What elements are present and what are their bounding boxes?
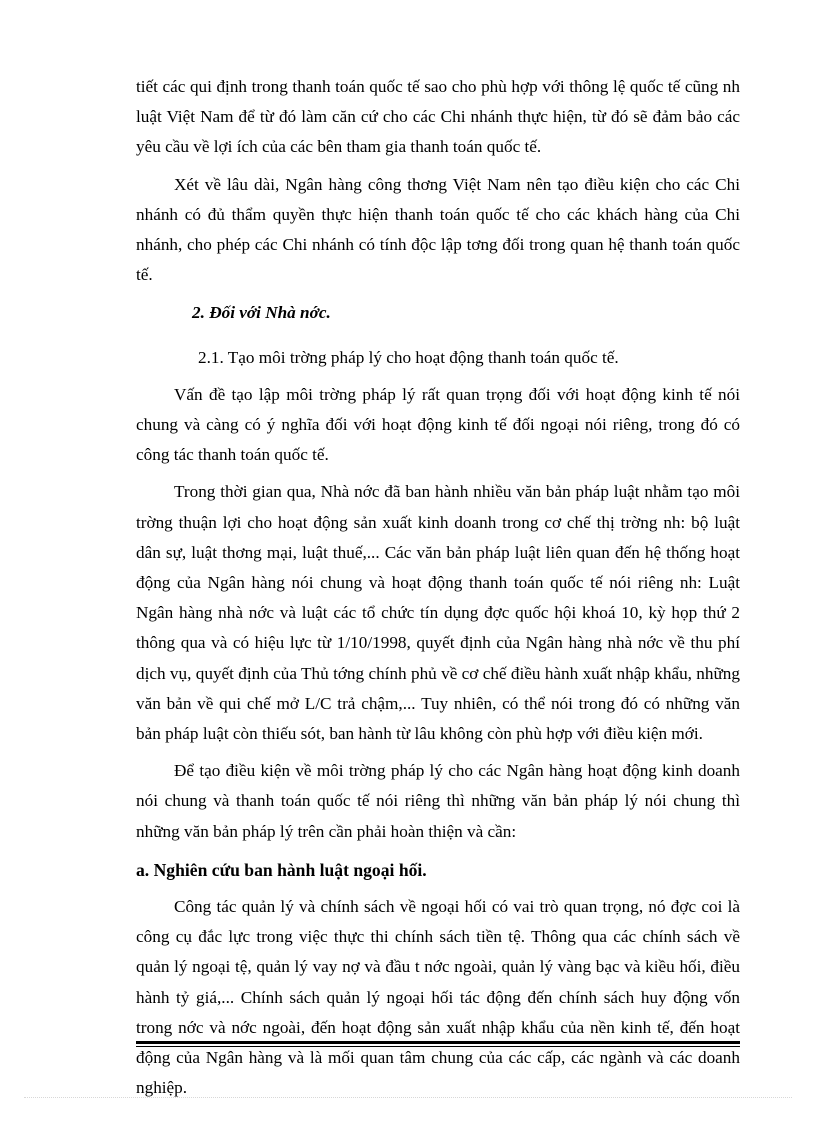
paragraph-long-term: Xét về lâu dài, Ngân hàng công thơng Việt Nam nên tạo điều kiện cho các Chi nhánh có đủ thẩm quyền thực hiện thanh toán quốc tế cho các khách hàng của Chi nhánh, cho phép các Chi nhánh có tính độc lập tơng đối trong quan hệ thanh toán quốc tế. bbox=[136, 174, 740, 285]
paragraph-foreign-exchange-policy: Công tác quản lý và chính sách về ngoại hối có vai trò quan trọng, nó đợc coi là công cụ đắc lực trong việc thực thi chính sách tiền tệ. Thông qua các chính sách về quản lý ngoại tệ, quản lý vay nợ và đầu t nớc ngoài, quản lý vàng bạc và kiều hối, điều hành tỷ giá,... Chính sách quản lý ngoại hối tác động đến chính sách huy động vốn trong nớc và nớc ngoài, đến hoạt động sản xuất nhập khẩu của nền kinh tế, đến hoạt động của Ngân hàng và là mối quan tâm chung của các cấp, các ngành và các doanh nghiệp. bbox=[136, 897, 740, 1098]
subsection-heading-legal-environment: 2.1. Tạo môi trờng pháp lý cho hoạt động thanh toán quốc tế. bbox=[198, 347, 619, 367]
document-page bbox=[136, 72, 740, 1104]
heading-foreign-exchange-law: a. Nghiên cứu ban hành luật ngoại hối. bbox=[136, 859, 427, 880]
page-bottom-dotted-line bbox=[24, 1097, 792, 1098]
footer-rule-thick bbox=[136, 1041, 740, 1044]
footer-rule-thin bbox=[136, 1046, 740, 1047]
paragraph-legal-importance: Vấn đề tạo lập môi trờng pháp lý rất quan trọng đối với hoạt động kinh tế nói chung và càng có ý nghĩa đối với hoạt động kinh tế đối ngoại nói riêng, trong đó có công tác thanh toán quốc tế. bbox=[136, 384, 740, 465]
section-heading-state: 2. Đối với Nhà nớc. bbox=[192, 303, 331, 323]
paragraph-conditions: Để tạo điều kiện về môi trờng pháp lý cho các Ngân hàng hoạt động kinh doanh nói chung và thanh toán quốc tế nói riêng thì những văn bản pháp lý nói chung thì những văn bản pháp lý trên cần phải hoàn thiện và cần: bbox=[136, 761, 740, 841]
paragraph-legislation: Trong thời gian qua, Nhà nớc đã ban hành nhiều văn bản pháp luật nhằm tạo môi trờng thuận lợi cho hoạt động sản xuất kinh doanh trong cơ chế thị trờng nh: bộ luật dân sự, luật thơng mại, luật thuế,... Các văn bản pháp luật liên quan đến hệ thống hoạt động của Ngân hàng nói chung và hoạt động thanh toán quốc tế nói riêng nh: Luật Ngân hàng nhà nớc và luật các tổ chức tín dụng đợc quốc hội khoá 10, kỳ họp thứ 2 thông qua và có hiệu lực từ 1/10/1998, quyết định của Ngân hàng nhà nớc về thu phí dịch vụ, quyết định của Thủ tớng chính phủ về cơ chế điều hành xuất nhập khẩu, những văn bản về qui chế mở L/C trả chậm,... Tuy nhiên, có thể nói trong đó có những văn bản pháp luật còn thiếu sót, ban hành từ lâu không còn phù hợp với điều kiện mới. bbox=[136, 482, 740, 744]
paragraph-continuation: tiết các qui định trong thanh toán quốc tế sao cho phù hợp với thông lệ quốc tế cũng nh luật Việt Nam để từ đó làm căn cứ cho các Chi nhánh thực hiện, từ đó sẽ đảm bảo các yêu cầu về lợi ích của các bên tham gia thanh toán quốc tế. bbox=[136, 77, 740, 157]
